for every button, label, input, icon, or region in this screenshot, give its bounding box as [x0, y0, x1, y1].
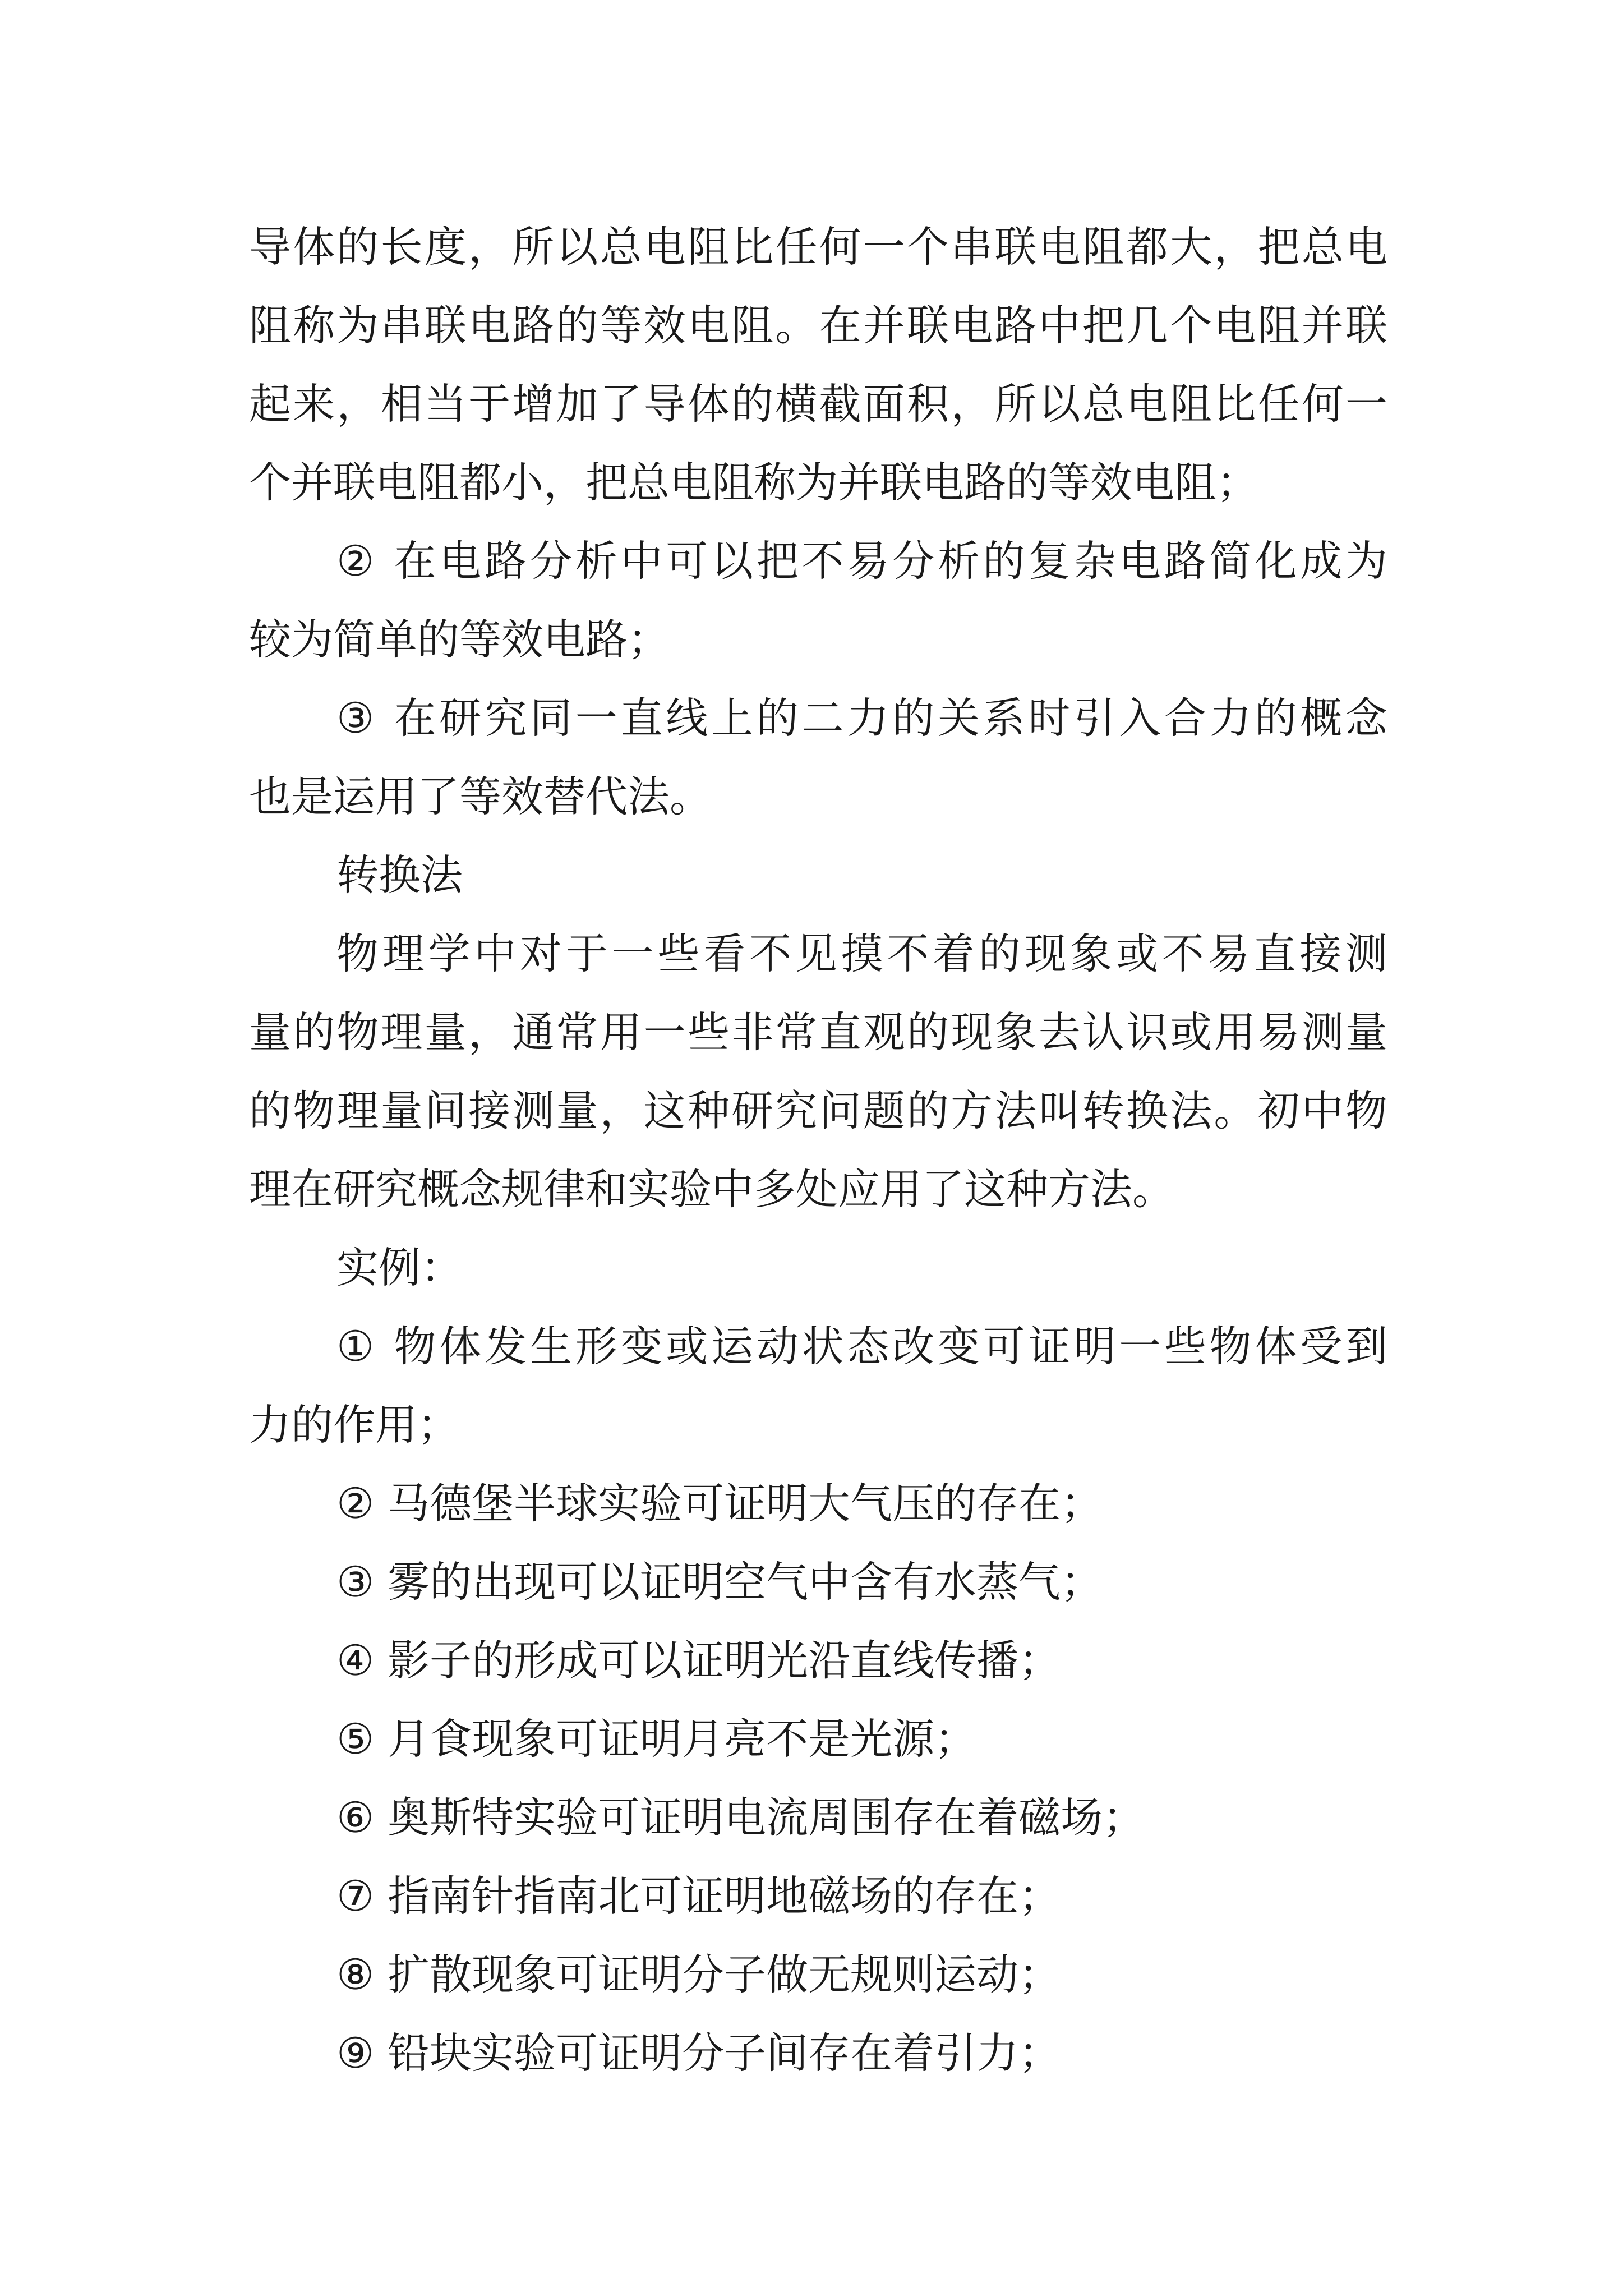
text-line: 较为简单的等效电路； — [249, 615, 670, 664]
list-item: ② 在电路分析中可以把不易分析的复杂电路简化成为 — [336, 536, 1387, 586]
list-item: ⑧ 扩散现象可证明分子做无规则运动； — [336, 1950, 1061, 1999]
list-item: ④ 影子的形成可以证明光沿直线传播； — [336, 1636, 1061, 1685]
text-line: 的物理量间接测量，这种研究问题的方法叫转换法。初中物 — [249, 1086, 1387, 1135]
list-item: ② 马德堡半球实验可证明大气压的存在； — [336, 1479, 1103, 1528]
text-line: 导体的长度，所以总电阻比任何一个串联电阻都大，把总电 — [249, 222, 1387, 272]
list-item: ⑨ 铅块实验可证明分子间存在着引力； — [336, 2028, 1061, 2078]
text-line: 量的物理量，通常用一些非常直观的现象去认识或用易测量 — [249, 1007, 1387, 1057]
list-item: ⑤ 月食现象可证明月亮不是光源； — [336, 1714, 977, 1764]
text-line: 也是运用了等效替代法。 — [249, 772, 712, 821]
text-line: 实例： — [336, 1243, 463, 1292]
list-item: ① 物体发生形变或运动状态改变可证明一些物体受到 — [336, 1322, 1387, 1371]
text-line: 个并联电阻都小，把总电阻称为并联电路的等效电阻； — [249, 458, 1259, 507]
text-line: 力的作用； — [249, 1400, 460, 1450]
list-item: ⑦ 指南针指南北可证明地磁场的存在； — [336, 1871, 1061, 1921]
text-line: 物理学中对于一些看不见摸不着的现象或不易直接测 — [336, 929, 1387, 978]
section-heading: 转换法 — [336, 850, 463, 900]
list-item: ⑥ 奥斯特实验可证明电流周围存在着磁场； — [336, 1793, 1145, 1842]
list-item: ③ 雾的出现可以证明空气中含有水蒸气； — [336, 1557, 1103, 1607]
list-item: ③ 在研究同一直线上的二力的关系时引入合力的概念 — [336, 693, 1387, 743]
text-line: 理在研究概念规律和实验中多处应用了这种方法。 — [249, 1165, 1175, 1214]
text-line: 起来，相当于增加了导体的横截面积，所以总电阻比任何一 — [249, 379, 1387, 429]
text-line: 阻称为串联电路的等效电阻。在并联电路中把几个电阻并联 — [249, 301, 1387, 350]
